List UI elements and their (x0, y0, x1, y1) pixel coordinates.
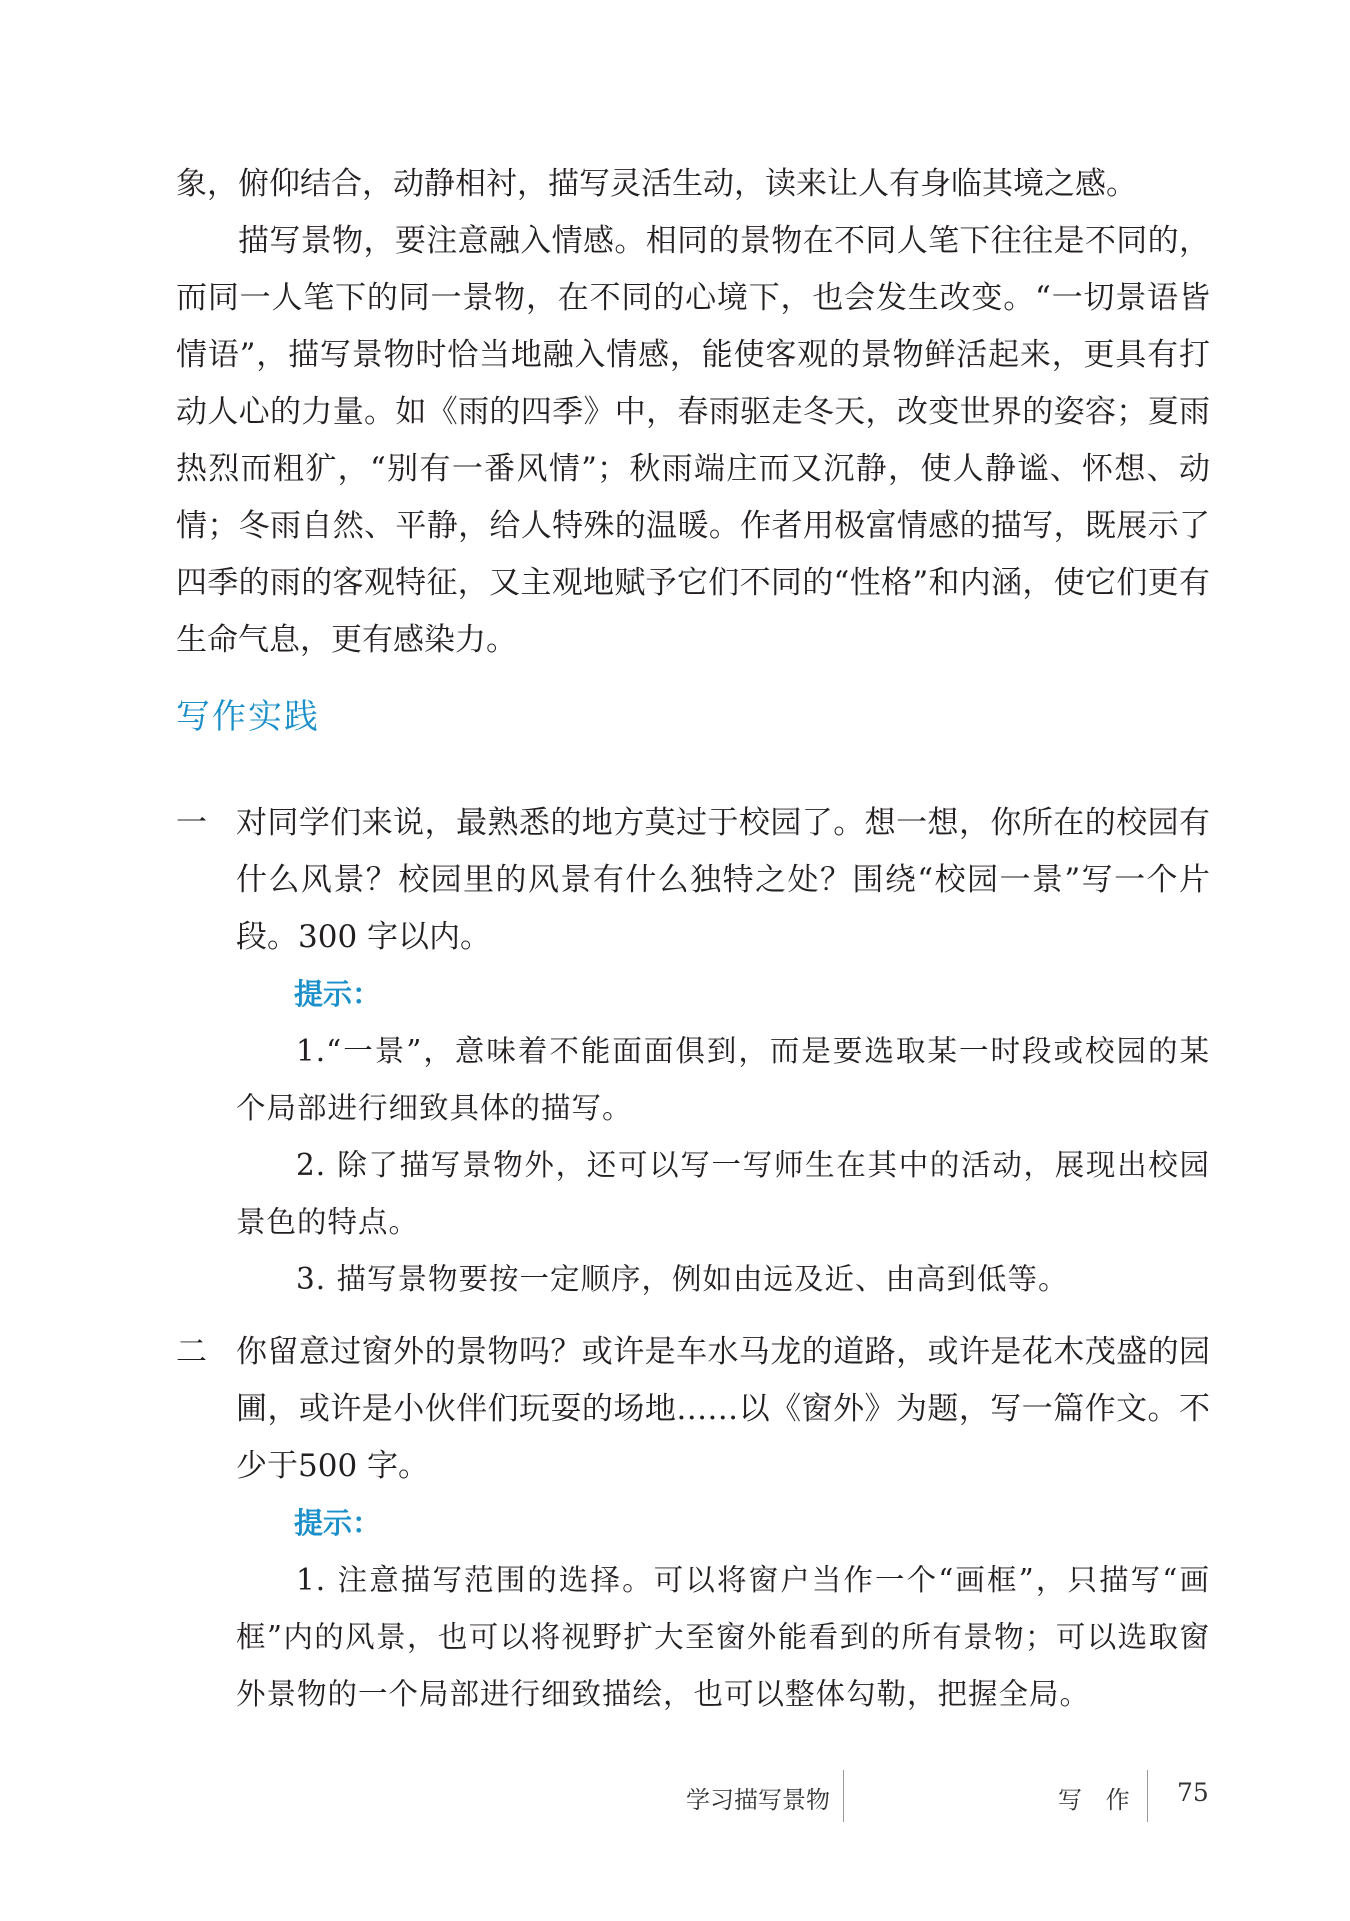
paragraph-continuation: 象，俯仰结合，动静相衬，描写灵活生动，读来让人有身临其境之感。 (176, 166, 1137, 202)
hint-item: 3. 描写景物要按一定顺序，例如由远及近、由高到低等。 (296, 1262, 1069, 1296)
hint-item: 1. 注意描写范围的选择。可以将窗户当作一个“画框”，只描写“画框”内的风景，也可以将视野扩大至窗外能看到的所有景物；可以选取窗外景物的一个局部进行细致描绘，也可以整体勾勒，把握全局。 (236, 1563, 1210, 1711)
exercise-number: 一 (176, 805, 207, 841)
exercise-two (176, 1324, 1210, 1723)
footer-divider (843, 1770, 844, 1822)
exercise-number: 二 (176, 1334, 207, 1370)
exercise-one (176, 795, 1210, 1308)
hint-title: 提示： (294, 1506, 382, 1540)
exercise-prompt: 对同学们来说，最熟悉的地方莫过于校园了。想一想，你所在的校园有什么风景？校园里的风景有什么独特之处？围绕“校园一景”写一个片段。300 字以内。 (236, 805, 1210, 955)
paragraph-emotion: 描写景物，要注意融入情感。相同的景物在不同人笔下往往是不同的，而同一人笔下的同一景物，在不同的心境下，也会发生改变。“一切景语皆情语”，描写景物时恰当地融入情感，能使客观的景物鲜活起来，更具有打动人心的力量。如《雨的四季》中，春雨驱走冬天，改变世界的姿容；夏雨热烈而粗犷，“别有一番风情”；秋雨端庄而又沉静，使人静谧、怀想、动情；冬雨自然、平静，给人特殊的温暖。作者用极富情感的描写，既展示了四季的雨的客观特征，又主观地赋予它们不同的“性格”和内涵，使它们更有生命气息，更有感染力。 (176, 223, 1210, 658)
footer-divider (1147, 1770, 1148, 1822)
hint-item: 1.“一景”，意味着不能面面俱到，而是要选取某一时段或校园的某个局部进行细致具体的描写。 (236, 1034, 1210, 1125)
section-title: 写作实践 (176, 697, 320, 737)
exercise-prompt: 你留意过窗外的景物吗？或许是车水马龙的道路，或许是花木茂盛的园圃，或许是小伙伴们玩耍的场地……以《窗外》为题，写一篇作文。不少于500 字。 (236, 1334, 1210, 1484)
page-footer (0, 1770, 1350, 1822)
footer-category: 写 作 (1058, 1786, 1138, 1814)
essay-body (176, 156, 1210, 669)
hint-title: 提示： (294, 977, 382, 1011)
footer-chapter-title: 学习描写景物 (686, 1786, 830, 1814)
hint-item: 2. 除了描写景物外，还可以写一写师生在其中的活动，展现出校园景色的特点。 (236, 1148, 1210, 1239)
page-number: 75 (1177, 1778, 1209, 1807)
